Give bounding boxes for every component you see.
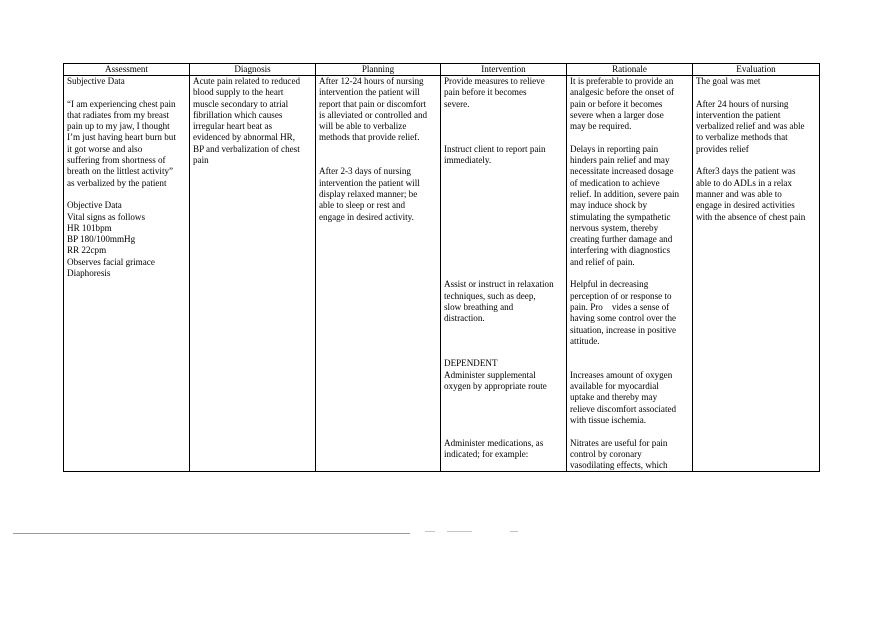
rationale-line: situation, increase in positive (570, 324, 677, 335)
rationale-line: creating further damage and (570, 234, 673, 245)
rationale-line: perception of or response to (570, 290, 672, 301)
cell-assessment (64, 76, 190, 472)
intervention-line: Administer medications, as (444, 437, 544, 448)
col-header-evaluation: Evaluation (693, 64, 820, 76)
planning-goal1-line: will be able to verbalize (319, 121, 407, 132)
objective-line: RR 22cpm (67, 245, 107, 256)
rationale-line: with tissue ischemia. (570, 414, 647, 425)
evaluation-line: manner and was able to (696, 188, 782, 199)
rationale-line: interfering with diagnostics (570, 245, 671, 256)
rationale-line: attitude. (570, 335, 600, 346)
rationale-line: pain. Pro vides a sense of (570, 301, 670, 312)
planning-goal2-line: display relaxed manner; be (319, 188, 418, 199)
planning-goal2-line: After 2-3 days of nursing (319, 166, 411, 177)
subjective-line: it got worse and also (67, 143, 143, 154)
rationale-line: of medication to achieve (570, 177, 660, 188)
rationale-line: severe when a larger dose (570, 109, 664, 120)
planning-goal1-line: methods that provide relief. (319, 132, 420, 143)
rationale-line: relieve discomfort associated (570, 403, 677, 414)
cell-rationale (567, 76, 693, 472)
rationale-line: Nitrates are useful for pain (570, 437, 668, 448)
rationale-line: having some control over the (570, 313, 677, 324)
cell-planning (316, 76, 441, 472)
col-header-intervention: Intervention (441, 64, 567, 76)
diagnosis-line: fibrillation which causes (193, 109, 283, 120)
planning-goal1-line: After 12-24 hours of nursing (319, 76, 424, 86)
subjective-line: I’m just having heart burn but (67, 132, 176, 143)
intervention-line: distraction. (444, 313, 485, 324)
rationale-line: analgesic before the onset of (570, 87, 675, 98)
intervention-line: oxygen by appropriate route (444, 381, 547, 392)
planning-goal2-line: intervention the patient will (319, 177, 420, 188)
cell-diagnosis (190, 76, 316, 472)
rationale-line: stimulating the sympathetic (570, 211, 671, 222)
planning-goal2-line: able to sleep or rest and (319, 200, 406, 211)
subjective-line: suffering from shortness of (67, 155, 166, 166)
evaluation-line: intervention the patient (696, 109, 781, 120)
evaluation-line: After3 days the patient was (696, 166, 796, 177)
diagnosis-line: BP and verbalization of chest (193, 143, 300, 154)
col-header-planning: Planning (316, 64, 441, 76)
intervention-line: Provide measures to relieve (444, 76, 545, 86)
diagnosis-line: blood supply to the heart (193, 87, 284, 98)
evaluation-line: verbalized relief and was able (696, 121, 805, 132)
diagnosis-line: evidenced by abnormal HR, (193, 132, 296, 143)
objective-line: Observes facial grimace (67, 256, 155, 267)
intervention-line: techniques, such as deep, (444, 290, 536, 301)
rationale-line: uptake and thereby may (570, 392, 658, 403)
evaluation-line: to verbalize methods that (696, 132, 788, 143)
planning-goal1-line: report that pain or discomfort (319, 98, 427, 109)
objective-line: Vital signs as follows (67, 211, 146, 222)
subjective-line: breath on the littlest activity” (67, 166, 174, 177)
rationale-line: may induce shock by (570, 200, 648, 211)
objective-line: Diaphoresis (67, 268, 111, 279)
page-divider-line (13, 533, 410, 534)
evaluation-line: provides relief (696, 143, 749, 154)
intervention-line: Assist or instruct in relaxation (444, 279, 554, 290)
cell-evaluation (693, 76, 820, 472)
nursing-care-plan-table (63, 63, 820, 472)
planning-goal2-line: engage in desired activity. (319, 211, 414, 222)
rationale-line: Increases amount of oxygen (570, 369, 673, 380)
intervention-line: Instruct client to report pain (444, 143, 546, 154)
intervention-line: immediately. (444, 155, 492, 166)
evaluation-line: After 24 hours of nursing (696, 98, 789, 109)
intervention-line: Administer supplemental (444, 369, 536, 380)
evaluation-line: able to do ADLs in a relax (696, 177, 792, 188)
rationale-line: control by coronary (570, 448, 642, 459)
evaluation-line: engage in desired activities (696, 200, 795, 211)
diagnosis-line: muscle secondary to atrial (193, 98, 289, 109)
intervention-line: pain before it becomes (444, 87, 527, 98)
col-header-rationale: Rationale (567, 64, 693, 76)
subjective-line: as verbalized by the patient (67, 177, 167, 188)
rationale-line: relief. In addition, severe pain (570, 188, 680, 199)
rationale-line: nervous system, thereby (570, 222, 659, 233)
rationale-line: Helpful in decreasing (570, 279, 649, 290)
planning-goal1-line: intervention the patient will (319, 87, 420, 98)
rationale-line: available for myocardial (570, 381, 659, 392)
rationale-line: and relief of pain. (570, 256, 635, 267)
objective-line: HR 101bpm (67, 222, 112, 233)
diagnosis-line: irregular heart beat as (193, 121, 273, 132)
rationale-line: pain or before it becomes (570, 98, 663, 109)
objective-line: BP 180/100mmHg (67, 234, 136, 245)
rationale-line: It is preferable to provide an (570, 76, 674, 86)
rationale-line: may be required. (570, 121, 632, 132)
rationale-line: vasodilating effects, which (570, 460, 668, 471)
cell-intervention (441, 76, 567, 472)
col-header-assessment: Assessment (64, 64, 190, 76)
objective-data-title: Objective Data (67, 200, 122, 211)
dependent-label: DEPENDENT (444, 358, 498, 369)
intervention-line: indicated; for example: (444, 448, 529, 459)
evaluation-goal-met: The goal was met (696, 76, 761, 86)
care-plan-row (64, 76, 820, 472)
diagnosis-line: Acute pain related to reduced (193, 76, 301, 86)
subjective-line: that radiates from my breast (67, 109, 170, 120)
planning-goal1-line: is alleviated or controlled and (319, 109, 428, 120)
evaluation-line: with the absence of chest pain (696, 211, 806, 222)
rationale-line: necessitate increased dosage (570, 166, 674, 177)
intervention-line: slow breathing and (444, 301, 514, 312)
subjective-line: “I am experiencing chest pain (67, 98, 176, 109)
subjective-line: pain up to my jaw, I thought (67, 121, 170, 132)
intervention-line: severe. (444, 98, 470, 109)
diagnosis-line: pain (193, 155, 209, 166)
rationale-line: Delays in reporting pain (570, 143, 659, 154)
col-header-diagnosis: Diagnosis (190, 64, 316, 76)
header-row (64, 64, 820, 76)
rationale-line: hinders pain relief and may (570, 155, 670, 166)
subjective-data-title: Subjective Data (67, 76, 125, 86)
faint-divider-marks (425, 531, 525, 534)
